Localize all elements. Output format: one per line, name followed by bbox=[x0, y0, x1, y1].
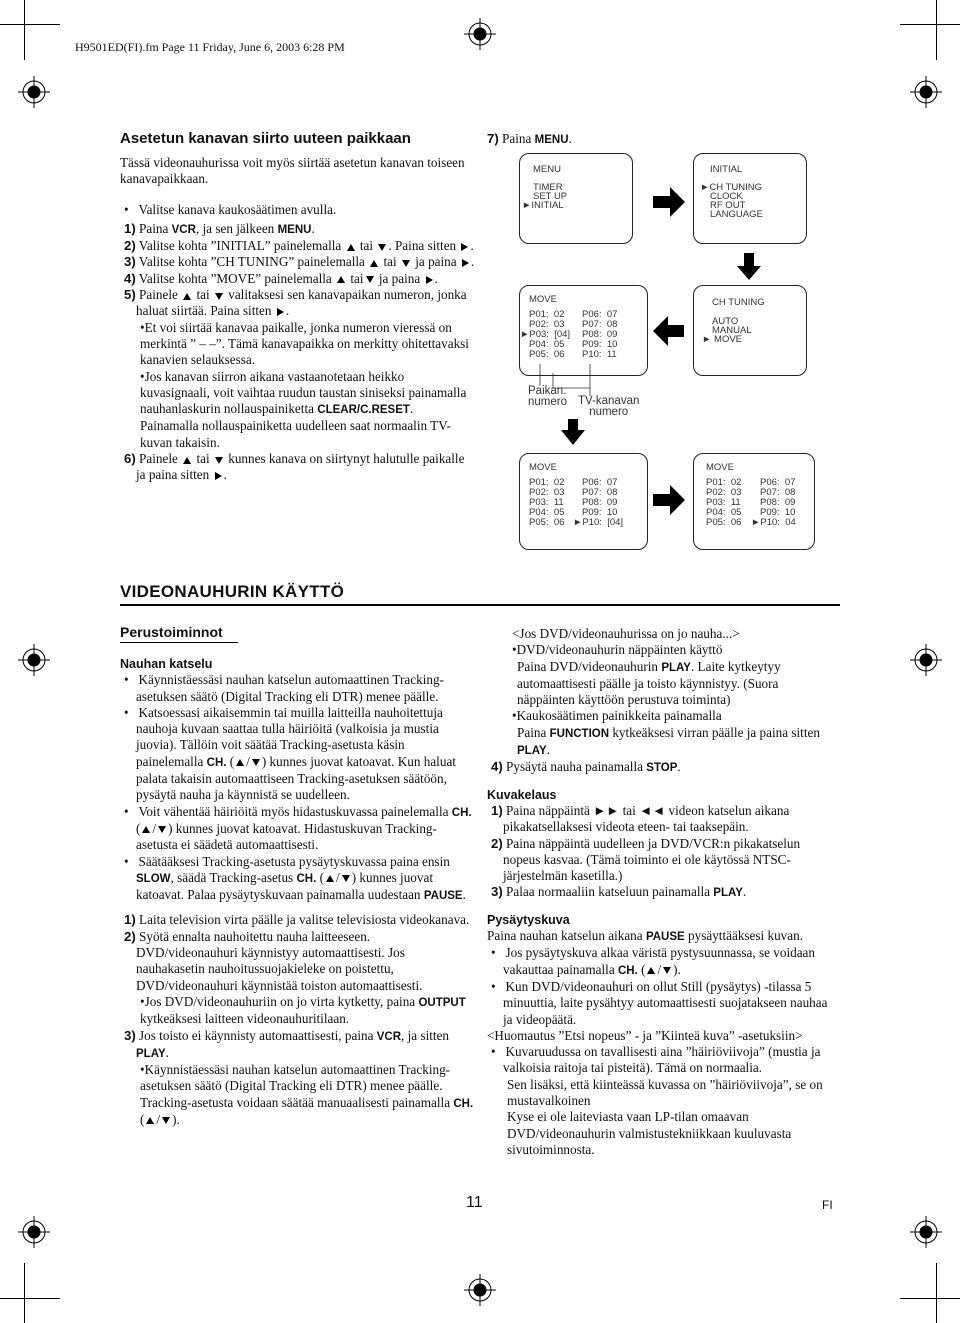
rewind-icon: ◄◄ bbox=[639, 802, 666, 818]
down-arrow-icon bbox=[342, 875, 350, 882]
crop-mark bbox=[24, 0, 25, 60]
crop-mark bbox=[24, 1263, 25, 1323]
step-3: 3) Palaa normaaliin katseluun painamalla PLAY. bbox=[491, 884, 747, 900]
step-7: 7) Paina MENU. bbox=[487, 131, 572, 146]
up-arrow-icon bbox=[183, 457, 191, 464]
left-column bbox=[120, 656, 475, 1128]
right-arrow-icon bbox=[277, 308, 284, 316]
screen-line: P05: 06 bbox=[529, 517, 565, 528]
note-text: Paina FUNCTION kytkeäksesi virran päälle ja paina sitten PLAY. bbox=[517, 724, 820, 758]
fast-forward-icon: ►► bbox=[593, 802, 620, 818]
heading-nauhan-katselu: Nauhan katselu bbox=[120, 657, 213, 671]
up-arrow-icon bbox=[647, 967, 655, 974]
screen-line: P04: 05 bbox=[529, 507, 565, 518]
screen-line: SET UP bbox=[533, 191, 568, 202]
screen-line: P07: 08 bbox=[582, 319, 618, 330]
registration-mark bbox=[910, 644, 942, 676]
screen-line: P04: 05 bbox=[529, 339, 565, 350]
right-arrow-icon bbox=[426, 276, 433, 284]
screen-line: P06: 07 bbox=[582, 309, 618, 320]
screen-move-1 bbox=[519, 285, 648, 376]
up-arrow-icon bbox=[347, 244, 355, 251]
para: Paina nauhan katselun aikana PAUSE pysäyttääksesi kuvan. bbox=[487, 928, 804, 944]
screen-menu bbox=[519, 153, 633, 244]
screen-line: INITIAL bbox=[710, 164, 743, 175]
down-arrow-icon bbox=[158, 826, 166, 833]
down-arrow-icon bbox=[215, 457, 223, 464]
screen-title: MOVE bbox=[706, 462, 734, 473]
down-arrow-icon bbox=[162, 1117, 170, 1124]
screen-line: P05: 06 bbox=[529, 349, 565, 360]
screen-line: P09: 10 bbox=[582, 339, 618, 350]
crop-mark bbox=[900, 1298, 960, 1299]
note-text: •Et voi siirtää kanavaa paikalle, jonka numeron vieressä on merkintä ” – –”. Tämä kanavapaikka on merkitty ohitettavaksi kanavien selauksessa. bbox=[140, 319, 469, 368]
note-text: •Käynnistäessäsi nauhan katselun automaattinen Tracking-asetuksen säätö (Digital Tracking eli DTR) menee päälle. Tracking-asetusta voidaan säätää manuaalisesti painamalla CH. ( / ). bbox=[140, 1062, 474, 1128]
label-position-number: Paikan. numero bbox=[528, 385, 567, 408]
down-arrow-icon bbox=[402, 260, 410, 267]
registration-mark bbox=[910, 76, 942, 108]
screen-line: P03: 11 bbox=[529, 497, 564, 508]
page-number: 11 bbox=[466, 1194, 483, 1211]
screen-ch-tuning bbox=[693, 285, 807, 376]
note-heading: <Huomautus ”Etsi nopeus” - ja ”Kiinteä kuva” -asetuksiin> bbox=[487, 1027, 803, 1043]
note-text: Sen lisäksi, että kiinteässä kuvassa on ”häiriöviivoja”, se on mustavalkoinen bbox=[507, 1076, 823, 1109]
crop-mark bbox=[936, 1263, 937, 1323]
registration-mark bbox=[464, 18, 496, 50]
step-1: 1) Paina VCR, ja sen jälkeen MENU. bbox=[124, 220, 315, 236]
screen-line: RF OUT bbox=[710, 200, 746, 211]
step-2: 2) Paina näppäintä uudelleen ja DVD/VCR:n pikakatselun nopeus kasvaa. (Tämä toiminto ei ole käytössä NTSC-järjestelmän kasetilla.) bbox=[491, 835, 801, 884]
screen-line: MANUAL bbox=[712, 325, 752, 336]
bullet-item: • Kun DVD/videonauhuri on ollut Still (pysäytys) -tilassa 5 minuuttia, laite pysähtyy automaattisesti suojatakseen nauhaa ja videopäätä. bbox=[491, 978, 828, 1027]
arrow-down-icon bbox=[737, 253, 761, 280]
bullet-item: • Jos pysäytyskuva alkaa väristä pystysuunnassa, se voidaan vakauttaa painamalla CH. ( / ). bbox=[491, 945, 815, 977]
note-text: •Jos DVD/videonauhuriin on jo virta kytketty, paina OUTPUT kytkeäksesi laitteen videonauhuritilaan. bbox=[140, 993, 466, 1027]
screen-line: ►CH TUNING bbox=[700, 182, 763, 193]
note-heading: <Jos DVD/videonauhurissa on jo nauha...> bbox=[512, 626, 740, 641]
section-title: Asetetun kanavan siirto uuteen paikkaan bbox=[120, 130, 411, 147]
screen-line: P08: 09 bbox=[760, 497, 796, 508]
screen-line: ► MOVE bbox=[702, 334, 743, 345]
right-arrow-icon bbox=[461, 243, 468, 251]
step-3: 3) Jos toisto ei käynnisty automaattisesti, paina VCR, ja sitten PLAY. bbox=[124, 1027, 450, 1060]
step-4: 4) Pysäytä nauha painamalla STOP. bbox=[491, 759, 681, 775]
right-column bbox=[487, 626, 832, 1158]
screen-line: LANGUAGE bbox=[710, 209, 763, 220]
screen-line: CH TUNING bbox=[712, 297, 765, 308]
registration-mark bbox=[18, 76, 50, 108]
screen-line: P03: 11 bbox=[706, 497, 741, 508]
screen-line: P09: 10 bbox=[760, 507, 796, 518]
step-2: 2) Valitse kohta ”INITIAL” painelemalla tai . Paina sitten . bbox=[124, 238, 474, 254]
screen-line: ►P10: [04] bbox=[573, 517, 624, 528]
screen-line: P05: 06 bbox=[706, 517, 742, 528]
crop-mark bbox=[0, 24, 60, 25]
right-arrow-icon bbox=[462, 259, 469, 267]
section1-body bbox=[120, 155, 475, 484]
bullet-item: •Kaukosäätimen painikkeita painamalla bbox=[512, 708, 722, 724]
screen-line: P06: 07 bbox=[582, 477, 618, 488]
arrow-left-icon bbox=[653, 316, 684, 346]
step-3: 3) Valitse kohta ”CH TUNING” painelemalla tai ja paina . bbox=[124, 254, 475, 270]
right-arrow-icon bbox=[215, 472, 222, 480]
screen-line: P04: 05 bbox=[706, 507, 742, 518]
up-arrow-icon bbox=[183, 293, 191, 300]
down-arrow-icon bbox=[378, 244, 386, 251]
screen-line: ►P10: 04 bbox=[751, 517, 796, 528]
screen-line: TIMER bbox=[533, 182, 563, 193]
screen-line: P07: 08 bbox=[760, 487, 796, 498]
step-5: 5) Painele tai valitaksesi sen kanavapaikan numeron, jonka haluat siirtää. Paina sitten . bbox=[124, 287, 467, 319]
step-4: 4) Valitse kohta ”MOVE” painelemalla tai ja paina . bbox=[124, 270, 438, 286]
up-arrow-icon bbox=[370, 260, 378, 267]
bullet-item: • Käynnistäessäsi nauhan katselun automaattinen Tracking-asetuksen säätö (Digital Tracking eli DTR) menee päälle. bbox=[124, 672, 444, 704]
crop-mark bbox=[0, 1298, 60, 1299]
bullet-item: • Kuvaruudussa on tavallisesti aina ”häiriöviivoja” (mustia ja valkoisia raitoja tai pisteitä). Tämä on normaalia. bbox=[491, 1044, 821, 1076]
down-arrow-icon bbox=[663, 967, 671, 974]
screen-move-2 bbox=[519, 453, 648, 550]
step-2: 2) Syötä ennalta nauhoitettu nauha laitteeseen. DVD/videonauhuri käynnistyy automaattisesti. Jos nauhakasetin nauhoitussuojakieleke on poistettu, DVD/videonauhuri käynnistää toiston automaattisesti. bbox=[124, 928, 423, 993]
title-underline bbox=[120, 604, 840, 606]
screen-title: MOVE bbox=[529, 294, 557, 305]
crop-mark bbox=[900, 24, 960, 25]
screen-line: P02: 03 bbox=[706, 487, 742, 498]
registration-mark bbox=[18, 644, 50, 676]
bullet-item: • Valitse kanava kaukosäätimen avulla. bbox=[124, 201, 337, 217]
language-code: FI bbox=[822, 1198, 833, 1212]
heading-pysaytyskuva: Pysäytyskuva bbox=[487, 912, 570, 927]
down-arrow-icon bbox=[366, 276, 374, 283]
registration-mark bbox=[18, 1216, 50, 1248]
registration-mark bbox=[464, 1274, 496, 1306]
step-1: 1) Paina näppäintä ►► tai ◄◄ videon katselun aikana pikakatsellaksesi videota eteen- tai taaksepäin. bbox=[491, 802, 790, 835]
screen-line: P07: 08 bbox=[582, 487, 618, 498]
screen-line: ►P03: [04] bbox=[520, 329, 571, 340]
screen-move-3 bbox=[693, 453, 815, 550]
screen-initial bbox=[693, 153, 807, 244]
screen-line: P01: 02 bbox=[529, 309, 565, 320]
arrow-right-icon bbox=[653, 485, 685, 515]
arrow-down-icon bbox=[561, 419, 585, 445]
registration-mark bbox=[910, 1216, 942, 1248]
screen-line: P01: 02 bbox=[706, 477, 742, 488]
bullet-item: • Katsoessasi aikaisemmin tai muilla laitteilla nauhoitettuja nauhoja kuvaan saattaa tulla häiriöitä (valkoisia ja mustia juovia). Tällöin voit säätää Tracking-asetusta käsin painelemalla CH. ( / ) kunnes juovat katoavat. Kun haluat palata takaisin automaattiseen Tracking-asetuksen säätöön, pysäytä nauha ja käynnistä se uudelleen. bbox=[124, 704, 456, 803]
bullet-item: •DVD/videonauhurin näppäinten käyttö bbox=[512, 642, 723, 658]
label-tv-channel: TV-kanavan numero bbox=[578, 395, 640, 418]
up-arrow-icon bbox=[236, 759, 244, 766]
up-arrow-icon bbox=[146, 1117, 154, 1124]
screen-line: P02: 03 bbox=[529, 487, 565, 498]
screen-line: P01: 02 bbox=[529, 477, 565, 488]
screen-line: CLOCK bbox=[710, 191, 743, 202]
up-arrow-icon bbox=[326, 875, 334, 882]
section-title: VIDEONAUHURIN KÄYTTÖ bbox=[120, 582, 345, 601]
subsection-title: Perustoiminnot bbox=[120, 624, 223, 640]
screen-line: P02: 03 bbox=[529, 319, 565, 330]
down-arrow-icon bbox=[215, 293, 223, 300]
heading-kuvakelaus: Kuvakelaus bbox=[487, 787, 557, 802]
intro-text: Tässä videonauhurissa voit myös siirtää asetetun kanavan toiseen kanavapaikkaan. bbox=[120, 155, 465, 187]
note-text: Paina DVD/videonauhurin PLAY. Laite kytkeytyy automaattisesti päälle ja toisto käynnistyy. (Suora näppäinten käyttöön perustuva toiminta) bbox=[517, 658, 781, 708]
bullet-item: • Voit vähentää häiriöitä myös hidastuskuvassa painelemalla CH. ( / ) kunnes juovat katoavat. Hidastuskuvan Tracking-asetusta ei säädetä automaattisesti. bbox=[124, 803, 472, 853]
step-1: 1) Laita television virta päälle ja valitse televisiosta videokanava. bbox=[124, 912, 470, 928]
note-text: Kyse ei ole laiteviasta vaan LP-tilan omaavan DVD/videonauhurin valmistustekniikkaan kuuluvasta sivutoiminnosta. bbox=[507, 1109, 792, 1157]
screen-line: P08: 09 bbox=[582, 497, 618, 508]
note-text: •Jos kanavan siirron aikana vastaanotetaan heikko kuvasignaali, voit vaihtaa ruudun taustan siniseksi painamalla nauhanlaskurin nollauspainiketta CLEAR/C.RESET. Painamalla nollauspainiketta uudelleen saat normaalin TV-kuvan takaisin. bbox=[140, 368, 467, 450]
screen-line: P09: 10 bbox=[582, 507, 618, 518]
bullet-item: • Säätääksesi Tracking-asetusta pysäytyskuvassa paina ensin SLOW, säädä Tracking-asetus CH. ( / ) kunnes juovat katoavat. Palaa pysäytyskuvaan painamalla uudestaan PAUSE. bbox=[124, 853, 466, 903]
screen-line: P10: 11 bbox=[582, 349, 617, 360]
up-arrow-icon bbox=[142, 826, 150, 833]
arrow-right-icon bbox=[653, 187, 685, 217]
crop-mark bbox=[936, 0, 937, 60]
screen-line: MENU bbox=[533, 164, 561, 175]
down-arrow-icon bbox=[252, 759, 260, 766]
screen-line: ►INITIAL bbox=[522, 200, 564, 211]
step-6: 6) Painele tai kunnes kanava on siirtynyt halutulle paikalle ja paina sitten . bbox=[124, 451, 465, 483]
screen-line: AUTO bbox=[712, 316, 739, 327]
up-arrow-icon bbox=[337, 276, 345, 283]
screen-line: P06: 07 bbox=[760, 477, 796, 488]
screen-line: P08: 09 bbox=[582, 329, 618, 340]
subtitle-underline bbox=[120, 642, 238, 643]
screen-title: MOVE bbox=[529, 462, 557, 473]
file-header: H9501ED(FI).fm Page 11 Friday, June 6, 2003 6:28 PM bbox=[75, 40, 345, 54]
